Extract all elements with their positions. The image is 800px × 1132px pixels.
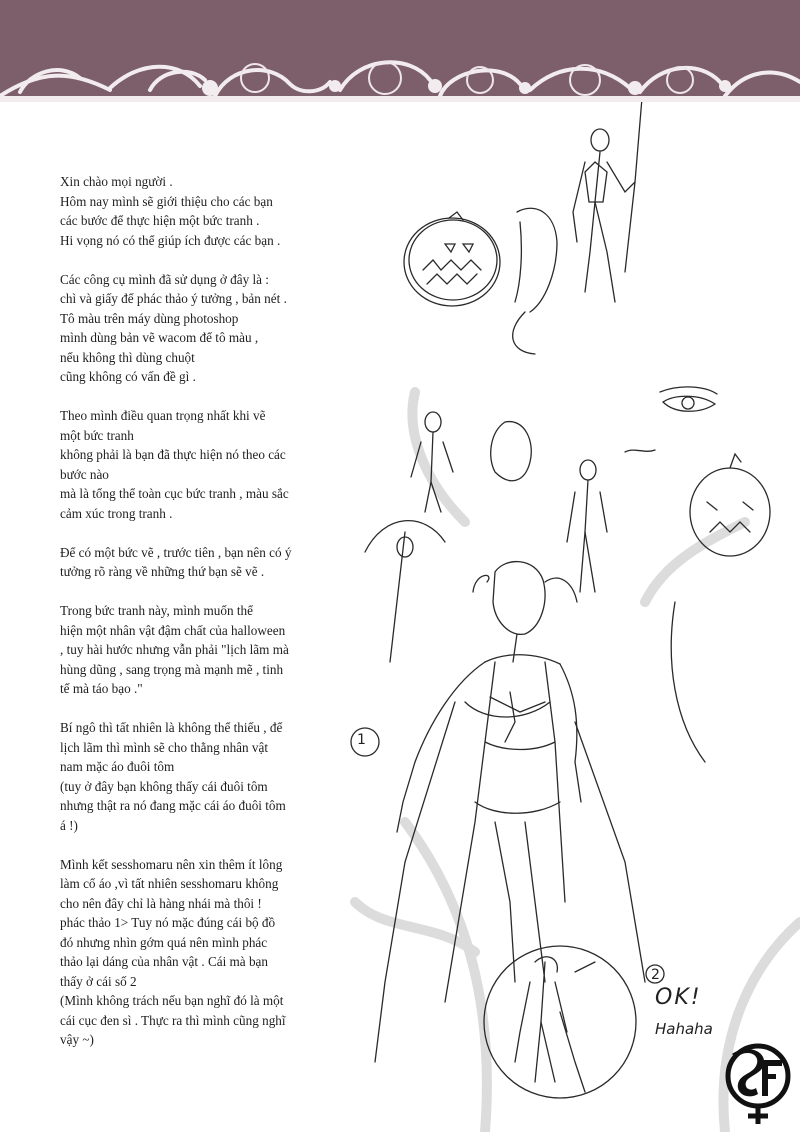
text-line: mình dùng bản vẽ wacom để tô màu , [60,330,259,345]
text-line: Tô màu trên máy dùng photoshop [60,310,239,326]
paragraph [60,601,360,699]
figure-with-staff-icon [573,102,655,302]
text-line: Theo mình điều quan trọng nhất khi vẽ [60,408,266,423]
text-line: , tuy hài hước nhưng vẫn phải "lịch lãm mà [60,642,289,657]
paragraph [60,406,360,523]
text-line: Hôm nay mình sẽ giới thiệu cho các bạn [60,193,273,209]
text-line: cũng không có vấn đề gì . [60,369,196,384]
pumpkin-figure-sketch-icon [671,454,770,762]
pumpkin-sketch-icon [404,212,500,306]
small-character-in-circle-icon [484,946,636,1098]
sketch-number-2: 2 [651,967,660,983]
paragraph [60,543,360,582]
paragraph [60,855,360,1050]
text-line: Trong bức tranh này, mình muốn thể [60,603,253,618]
text-line: chì và giấy để phác thảo ý tưởng , bản nét . [60,291,287,306]
text-line: mà là tổng thể toàn cục bức tranh , màu sắc [60,486,289,501]
text-line: hùng dũng , sang trọng mà mạnh mẽ , tinh [60,661,284,677]
eye-sketch-icon [625,387,717,452]
text-line: (tuy ở đây bạn không thấy cái đuôi tôm [60,778,268,794]
text-line: tưởng rõ ràng về những thứ bạn sẽ vẽ . [60,564,265,579]
text-line: Bí ngô thì tất nhiên là không thể thiếu , để [60,720,283,735]
text-line: đó nhưng nhìn gớm quá nên mình phác [60,934,268,950]
text-line: cảm xúc trong tranh . [60,505,173,521]
text-line: á !) [60,817,78,833]
head-sketch-icon [513,208,557,354]
text-line: hiện một nhân vật đậm chất của halloween [60,622,286,638]
small-figure-sketch-icon [411,412,607,592]
ef-emblem-icon [722,1040,794,1126]
paragraph [60,718,360,835]
ornament-border-icon [0,0,800,102]
text-line: phác thảo 1> Tuy nó mặc đúng cái bộ đồ [60,915,276,930]
text-line: thấy ở cái số 2 [60,973,137,989]
text-line: nếu không thì dùng chuột [60,349,195,365]
text-line: nhưng thật ra nó đang mặc cái áo đuôi tôm [60,798,286,813]
header-banner [0,0,800,102]
text-line: cho nên đây chỉ là hàng nhái mà thôi ! [60,895,262,911]
text-line: (Mình không trách nếu bạn nghĩ đó là một [60,993,284,1008]
text-line: lịch lãm thì mình sẽ cho thằng nhân vật [60,739,269,755]
text-line: cái cục đen sì . Thực ra thì mình cũng nghĩ [60,1012,286,1028]
text-line: làm cổ áo ,vì tất nhiên sesshomaru không [60,876,279,891]
text-line: Để có một bức vẽ , trước tiên , bạn nên có ý [60,544,292,560]
text-line: nam mặc áo đuôi tôm [60,759,175,774]
sketch-number-1: 1 [357,732,366,748]
text-line: các bước để thực hiện một bức tranh . [60,213,260,228]
text-line: Xin chào mọi người . [60,174,173,189]
text-line: tế mà táo bạo ." [60,681,143,696]
text-line: bước nào [60,466,109,482]
text-line: vậy ~) [60,1032,94,1047]
text-line: một bức tranh [60,427,134,443]
scythe-sketch-icon [365,521,445,662]
text-line: Các công cụ mình đã sử dụng ở đây là : [60,271,269,287]
text-line: không phải là bạn đã thực hiện nó theo các [60,447,286,462]
paragraph [60,270,360,387]
ok-handwritten-label: OK! [655,985,702,1010]
text-line: thảo lại dáng của nhân vật . Cái mà bạn [60,954,268,969]
text-line: Hi vọng nó có thể giúp ích được các bạn . [60,232,281,248]
text-line: Mình kết sesshomaru nên xin thêm ít lông [60,856,283,872]
tree-branches-icon [355,392,800,1132]
paragraph [60,172,360,250]
haha-handwritten-label: Hahaha [655,1020,713,1038]
article-text [60,172,360,1069]
main-character-sketch-icon [375,562,645,1062]
pencil-sketch-illustration [345,102,800,1132]
